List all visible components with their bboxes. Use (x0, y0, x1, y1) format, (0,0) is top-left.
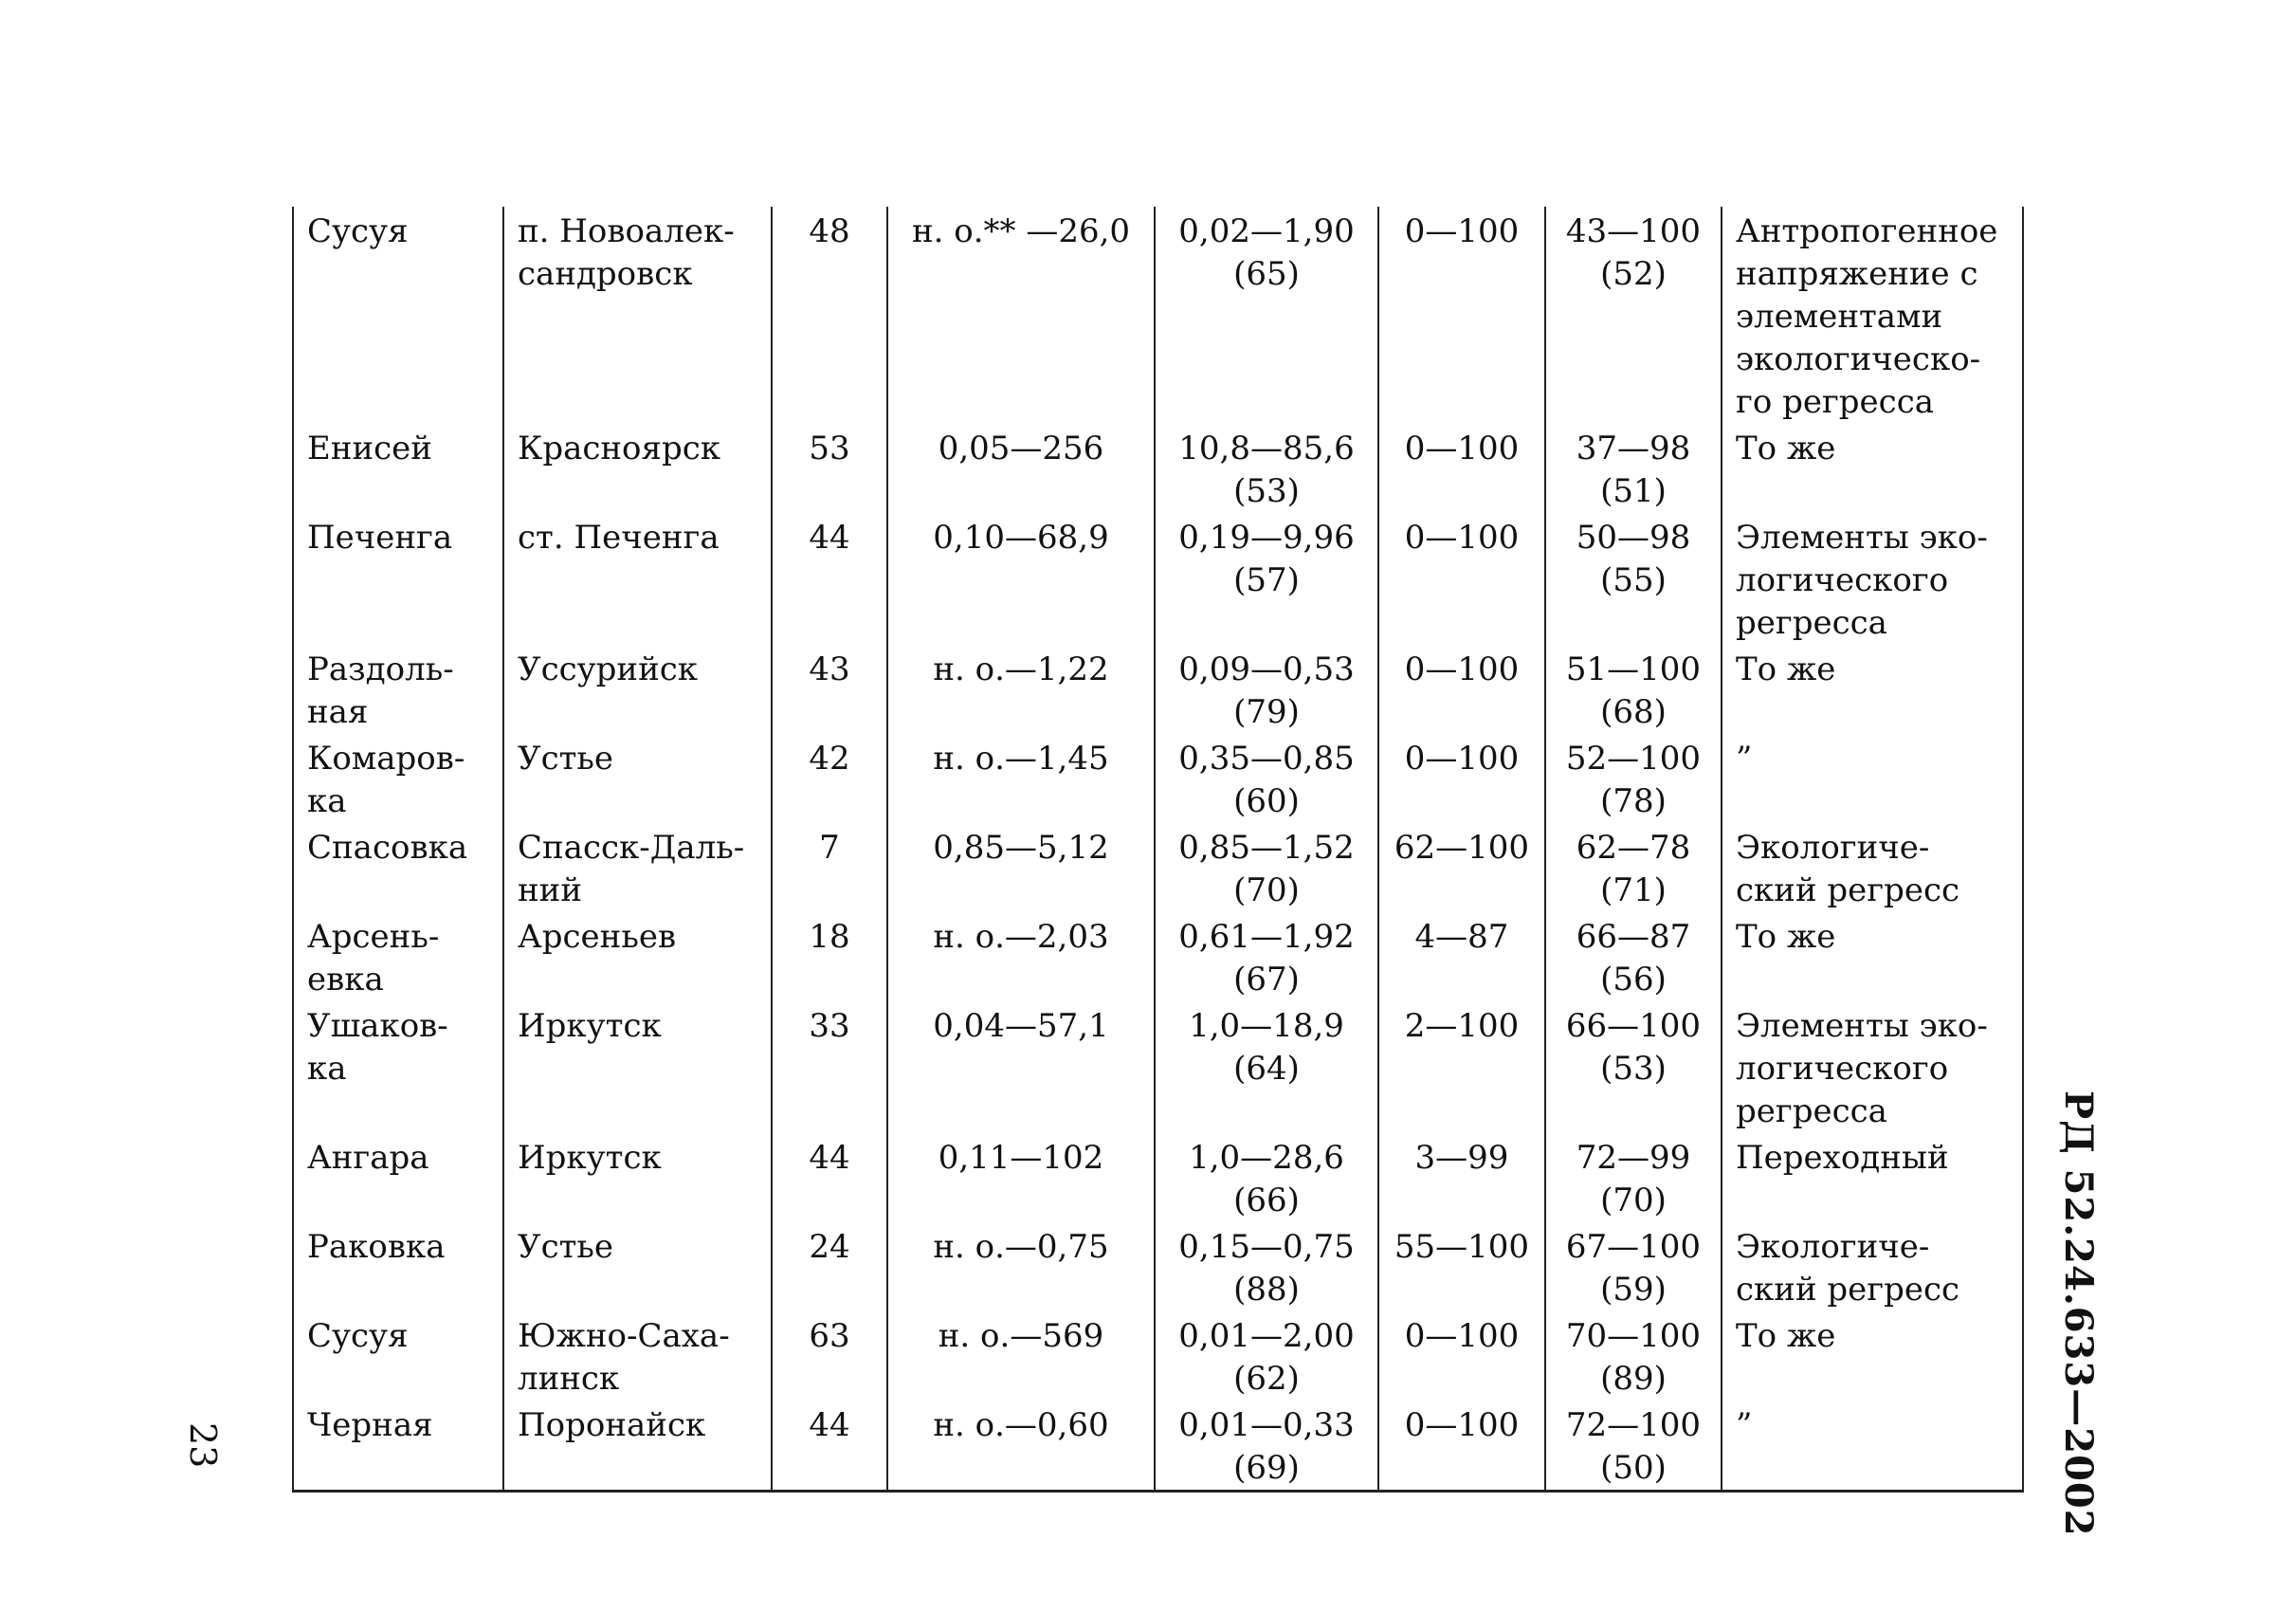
cell-text-line: То же (1736, 650, 1836, 688)
cell-range-2 (1155, 645, 1378, 734)
cell-text-line: (59) (1600, 1271, 1667, 1309)
cell-state (1722, 823, 2023, 912)
table-row (293, 207, 2023, 424)
cell-text-line: Печенга (307, 519, 453, 557)
cell-text-line: (78) (1600, 782, 1667, 820)
cell-state (1722, 1001, 2023, 1133)
cell-text-line: ний (518, 871, 582, 909)
table-row (293, 513, 2023, 645)
cell-text-line: 3—99 (1414, 1139, 1509, 1177)
cell-site (503, 1401, 772, 1492)
cell-text-line: Ангара (307, 1139, 429, 1177)
cell-text-line: экологическо- (1736, 340, 1981, 378)
table-row (293, 1311, 2023, 1401)
cell-text-line: 10,8—85,6 (1178, 430, 1355, 467)
cell-range-3 (1378, 1222, 1545, 1311)
cell-text-line: 44 (809, 519, 850, 557)
cell-text-line: 0,61—1,92 (1178, 918, 1355, 956)
cell-text-line: 0—100 (1404, 519, 1520, 557)
cell-text-line: Переходный (1736, 1139, 1949, 1177)
cell-range-4 (1545, 912, 1722, 1001)
cell-river (293, 1311, 503, 1401)
cell-range-1 (887, 1001, 1155, 1133)
cell-text-line: Устье (518, 1228, 614, 1266)
cell-text-line: Раздоль- (307, 650, 454, 688)
cell-text-line: 0,01—2,00 (1178, 1317, 1355, 1355)
cell-state (1722, 1133, 2023, 1222)
cell-text-line: 0—100 (1404, 1317, 1520, 1355)
cell-state (1722, 1222, 2023, 1311)
cell-text-line: 0—100 (1404, 1406, 1520, 1444)
cell-state (1722, 912, 2023, 1001)
cell-text-line: ст. Печенга (518, 519, 720, 557)
data-table (292, 207, 2024, 1493)
cell-text-line: 42 (809, 740, 850, 778)
cell-range-4 (1545, 1222, 1722, 1311)
cell-state (1722, 513, 2023, 645)
cell-text-line: Раковка (307, 1228, 446, 1266)
cell-text-line: То же (1736, 1317, 1836, 1355)
cell-site (503, 207, 772, 424)
cell-text-line: 44 (809, 1139, 850, 1177)
cell-text-line: 18 (809, 918, 850, 956)
cell-range-3 (1378, 1311, 1545, 1401)
cell-state (1722, 424, 2023, 513)
cell-text-line: 7 (819, 829, 840, 867)
cell-text-line: (69) (1233, 1449, 1300, 1487)
cell-text-line: Уссурийск (518, 650, 699, 688)
cell-text-line: Ушаков- (307, 1007, 448, 1045)
cell-text-line: 1,0—28,6 (1189, 1139, 1344, 1177)
cell-text-line: Сусуя (307, 212, 409, 250)
cell-range-2 (1155, 1222, 1378, 1311)
cell-river (293, 513, 503, 645)
cell-text-line: регресса (1736, 1092, 1887, 1130)
cell-site (503, 1133, 772, 1222)
cell-range-2 (1155, 734, 1378, 823)
cell-range-3 (1378, 645, 1545, 734)
cell-range-4 (1545, 207, 1722, 424)
cell-text-line: 0,35—0,85 (1178, 740, 1355, 778)
cell-text-line: 0,85—1,52 (1178, 829, 1355, 867)
cell-text-line: Сусуя (307, 1317, 409, 1355)
cell-text-line: н. о.—1,22 (933, 650, 1109, 688)
cell-text-line: (51) (1600, 472, 1667, 510)
cell-count (772, 1311, 887, 1401)
cell-range-4 (1545, 1311, 1722, 1401)
cell-state (1722, 1311, 2023, 1401)
cell-text-line: (71) (1600, 871, 1667, 909)
cell-text-line: (65) (1233, 255, 1300, 293)
cell-range-2 (1155, 912, 1378, 1001)
table-body (293, 207, 2023, 1492)
cell-state (1722, 1401, 2023, 1492)
cell-range-3 (1378, 823, 1545, 912)
cell-text-line: евка (307, 961, 384, 998)
cell-range-2 (1155, 207, 1378, 424)
cell-range-3 (1378, 1401, 1545, 1492)
cell-count (772, 424, 887, 513)
cell-text-line: Арсеньев (518, 918, 677, 956)
cell-text-line: н. о.—0,60 (933, 1406, 1109, 1444)
table-row (293, 912, 2023, 1001)
cell-range-1 (887, 424, 1155, 513)
cell-river (293, 1222, 503, 1311)
cell-range-4 (1545, 1001, 1722, 1133)
cell-text-line: (55) (1600, 561, 1667, 599)
cell-text-line: ка (307, 782, 347, 820)
cell-text-line: (66) (1233, 1182, 1300, 1219)
cell-text-line: 0—100 (1404, 430, 1520, 467)
cell-range-1 (887, 734, 1155, 823)
cell-text-line: Арсень- (307, 918, 440, 956)
cell-text-line: (70) (1600, 1182, 1667, 1219)
cell-range-1 (887, 513, 1155, 645)
table-row (293, 645, 2023, 734)
cell-range-3 (1378, 1133, 1545, 1222)
cell-text-line: н. о.—2,03 (933, 918, 1109, 956)
cell-range-2 (1155, 1001, 1378, 1133)
cell-state (1722, 207, 2023, 424)
cell-range-2 (1155, 1401, 1378, 1492)
cell-text-line: 43 (809, 650, 850, 688)
cell-range-3 (1378, 207, 1545, 424)
cell-text-line: напряжение с (1736, 255, 1978, 293)
cell-state (1722, 734, 2023, 823)
cell-text-line: 4—87 (1414, 918, 1509, 956)
cell-count (772, 207, 887, 424)
cell-range-4 (1545, 823, 1722, 912)
cell-range-4 (1545, 424, 1722, 513)
cell-range-4 (1545, 513, 1722, 645)
cell-range-1 (887, 912, 1155, 1001)
cell-text-line: (89) (1600, 1360, 1667, 1398)
cell-text-line: 72—99 (1576, 1139, 1691, 1177)
cell-text-line: логического (1736, 1050, 1949, 1088)
cell-text-line: 70—100 (1565, 1317, 1702, 1355)
cell-range-4 (1545, 734, 1722, 823)
cell-range-1 (887, 207, 1155, 424)
cell-river (293, 823, 503, 912)
cell-range-1 (887, 1401, 1155, 1492)
cell-river (293, 424, 503, 513)
cell-river (293, 1001, 503, 1133)
cell-text-line: (88) (1233, 1271, 1300, 1309)
cell-text-line: (57) (1233, 561, 1300, 599)
cell-text-line: Элементы эко- (1736, 519, 1988, 557)
cell-count (772, 1222, 887, 1311)
cell-text-line: (53) (1233, 472, 1300, 510)
cell-count (772, 1401, 887, 1492)
cell-text-line: ” (1736, 740, 1753, 778)
cell-site (503, 424, 772, 513)
cell-text-line: (64) (1233, 1050, 1300, 1088)
table-row (293, 734, 2023, 823)
cell-text-line: 1,0—18,9 (1189, 1007, 1344, 1045)
table-row (293, 424, 2023, 513)
cell-text-line: н. о.** —26,0 (911, 212, 1131, 250)
cell-text-line: ский регресс (1736, 871, 1960, 909)
cell-range-4 (1545, 1401, 1722, 1492)
cell-range-1 (887, 1222, 1155, 1311)
cell-text-line: Красноярск (518, 430, 721, 467)
cell-text-line: н. о.—1,45 (933, 740, 1109, 778)
cell-text-line: Иркутск (518, 1139, 662, 1177)
cell-text-line: (79) (1233, 693, 1300, 731)
cell-range-2 (1155, 424, 1378, 513)
cell-text-line: Экологиче- (1736, 1228, 1930, 1266)
cell-range-3 (1378, 734, 1545, 823)
cell-text-line: 0,04—57,1 (933, 1007, 1109, 1045)
cell-text-line: п. Новоалек- (518, 212, 735, 250)
cell-text-line: 0,15—0,75 (1178, 1228, 1355, 1266)
cell-text-line: ” (1736, 1406, 1753, 1444)
table-row (293, 1001, 2023, 1133)
cell-text-line: Спасск-Даль- (518, 829, 745, 867)
cell-text-line: линск (518, 1360, 620, 1398)
cell-site (503, 1001, 772, 1133)
cell-site (503, 1222, 772, 1311)
cell-range-1 (887, 645, 1155, 734)
cell-count (772, 734, 887, 823)
cell-text-line: 37—98 (1576, 430, 1691, 467)
cell-text-line: Енисей (307, 430, 432, 467)
cell-text-line: То же (1736, 430, 1836, 467)
cell-text-line: 0,10—68,9 (933, 519, 1109, 557)
cell-text-line: 53 (809, 430, 850, 467)
table-row (293, 1401, 2023, 1492)
cell-count (772, 1001, 887, 1133)
table-row (293, 823, 2023, 912)
cell-text-line: Черная (307, 1406, 433, 1444)
cell-text-line: (52) (1600, 255, 1667, 293)
cell-text-line: ский регресс (1736, 1271, 1960, 1309)
cell-range-2 (1155, 823, 1378, 912)
cell-text-line: 43—100 (1565, 212, 1702, 250)
cell-text-line: Южно-Саха- (518, 1317, 730, 1355)
cell-count (772, 1133, 887, 1222)
cell-state (1722, 645, 2023, 734)
cell-text-line: 51—100 (1565, 650, 1702, 688)
cell-text-line: (50) (1600, 1449, 1667, 1487)
cell-text-line: 63 (809, 1317, 850, 1355)
cell-text-line: 48 (809, 212, 850, 250)
cell-count (772, 645, 887, 734)
cell-text-line: Устье (518, 740, 614, 778)
cell-text-line: Элементы эко- (1736, 1007, 1988, 1045)
cell-text-line: 0,05—256 (938, 430, 1104, 467)
cell-river (293, 1401, 503, 1492)
cell-river (293, 645, 503, 734)
cell-count (772, 513, 887, 645)
cell-range-2 (1155, 1311, 1378, 1401)
cell-text-line: ная (307, 693, 369, 731)
cell-site (503, 912, 772, 1001)
cell-text-line: н. о.—569 (938, 1317, 1104, 1355)
cell-text-line: элементами (1736, 298, 1943, 336)
cell-text-line: (56) (1600, 961, 1667, 998)
cell-range-2 (1155, 513, 1378, 645)
cell-text-line: Спасовка (307, 829, 468, 867)
cell-text-line: сандровск (518, 255, 693, 293)
cell-range-4 (1545, 645, 1722, 734)
cell-site (503, 734, 772, 823)
cell-text-line: н. о.—0,75 (933, 1228, 1109, 1266)
table-row (293, 1222, 2023, 1311)
cell-text-line: Поронайск (518, 1406, 706, 1444)
cell-text-line: 66—87 (1576, 918, 1691, 956)
cell-text-line: регресса (1736, 604, 1887, 642)
cell-text-line: 50—98 (1576, 519, 1691, 557)
cell-text-line: 0,11—102 (938, 1139, 1104, 1177)
cell-text-line: го регресса (1736, 383, 1935, 421)
cell-count (772, 823, 887, 912)
document-code: РД 52.24.633—2002 (2056, 1090, 2101, 1537)
cell-river (293, 1133, 503, 1222)
cell-site (503, 823, 772, 912)
cell-text-line: (62) (1233, 1360, 1300, 1398)
cell-range-1 (887, 1311, 1155, 1401)
cell-range-3 (1378, 1001, 1545, 1133)
cell-text-line: 0,85—5,12 (933, 829, 1109, 867)
cell-river (293, 734, 503, 823)
cell-text-line: 44 (809, 1406, 850, 1444)
cell-text-line: 62—100 (1394, 829, 1530, 867)
cell-range-1 (887, 1133, 1155, 1222)
cell-text-line: Комаров- (307, 740, 465, 778)
cell-text-line: 72—100 (1565, 1406, 1702, 1444)
cell-text-line: (53) (1600, 1050, 1667, 1088)
cell-range-3 (1378, 513, 1545, 645)
cell-range-4 (1545, 1133, 1722, 1222)
cell-river (293, 912, 503, 1001)
cell-range-2 (1155, 1133, 1378, 1222)
cell-text-line: 55—100 (1394, 1228, 1530, 1266)
cell-text-line: ка (307, 1050, 347, 1088)
cell-text-line: (70) (1233, 871, 1300, 909)
cell-site (503, 645, 772, 734)
cell-text-line: 33 (809, 1007, 850, 1045)
cell-text-line: 0,02—1,90 (1178, 212, 1355, 250)
page-number: 23 (182, 1422, 224, 1469)
cell-site (503, 1311, 772, 1401)
cell-text-line: (68) (1600, 693, 1667, 731)
cell-text-line: Иркутск (518, 1007, 662, 1045)
cell-text-line: логического (1736, 561, 1949, 599)
cell-range-1 (887, 823, 1155, 912)
cell-site (503, 513, 772, 645)
cell-text-line: То же (1736, 918, 1836, 956)
cell-text-line: 0—100 (1404, 212, 1520, 250)
cell-text-line: 62—78 (1576, 829, 1691, 867)
cell-text-line: 67—100 (1565, 1228, 1702, 1266)
cell-text-line: 0,09—0,53 (1178, 650, 1355, 688)
cell-range-3 (1378, 912, 1545, 1001)
table-row (293, 1133, 2023, 1222)
cell-text-line: 0—100 (1404, 740, 1520, 778)
cell-text-line: 0,01—0,33 (1178, 1406, 1355, 1444)
cell-text-line: 2—100 (1404, 1007, 1520, 1045)
cell-text-line: Антропогенное (1736, 212, 1998, 250)
cell-text-line: 24 (809, 1228, 850, 1266)
cell-range-3 (1378, 424, 1545, 513)
cell-text-line: (67) (1233, 961, 1300, 998)
cell-count (772, 912, 887, 1001)
cell-text-line: 52—100 (1565, 740, 1702, 778)
cell-text-line: (60) (1233, 782, 1300, 820)
cell-text-line: 0,19—9,96 (1178, 519, 1355, 557)
cell-river (293, 207, 503, 424)
cell-text-line: Экологиче- (1736, 829, 1930, 867)
cell-text-line: 0—100 (1404, 650, 1520, 688)
cell-text-line: 66—100 (1565, 1007, 1702, 1045)
